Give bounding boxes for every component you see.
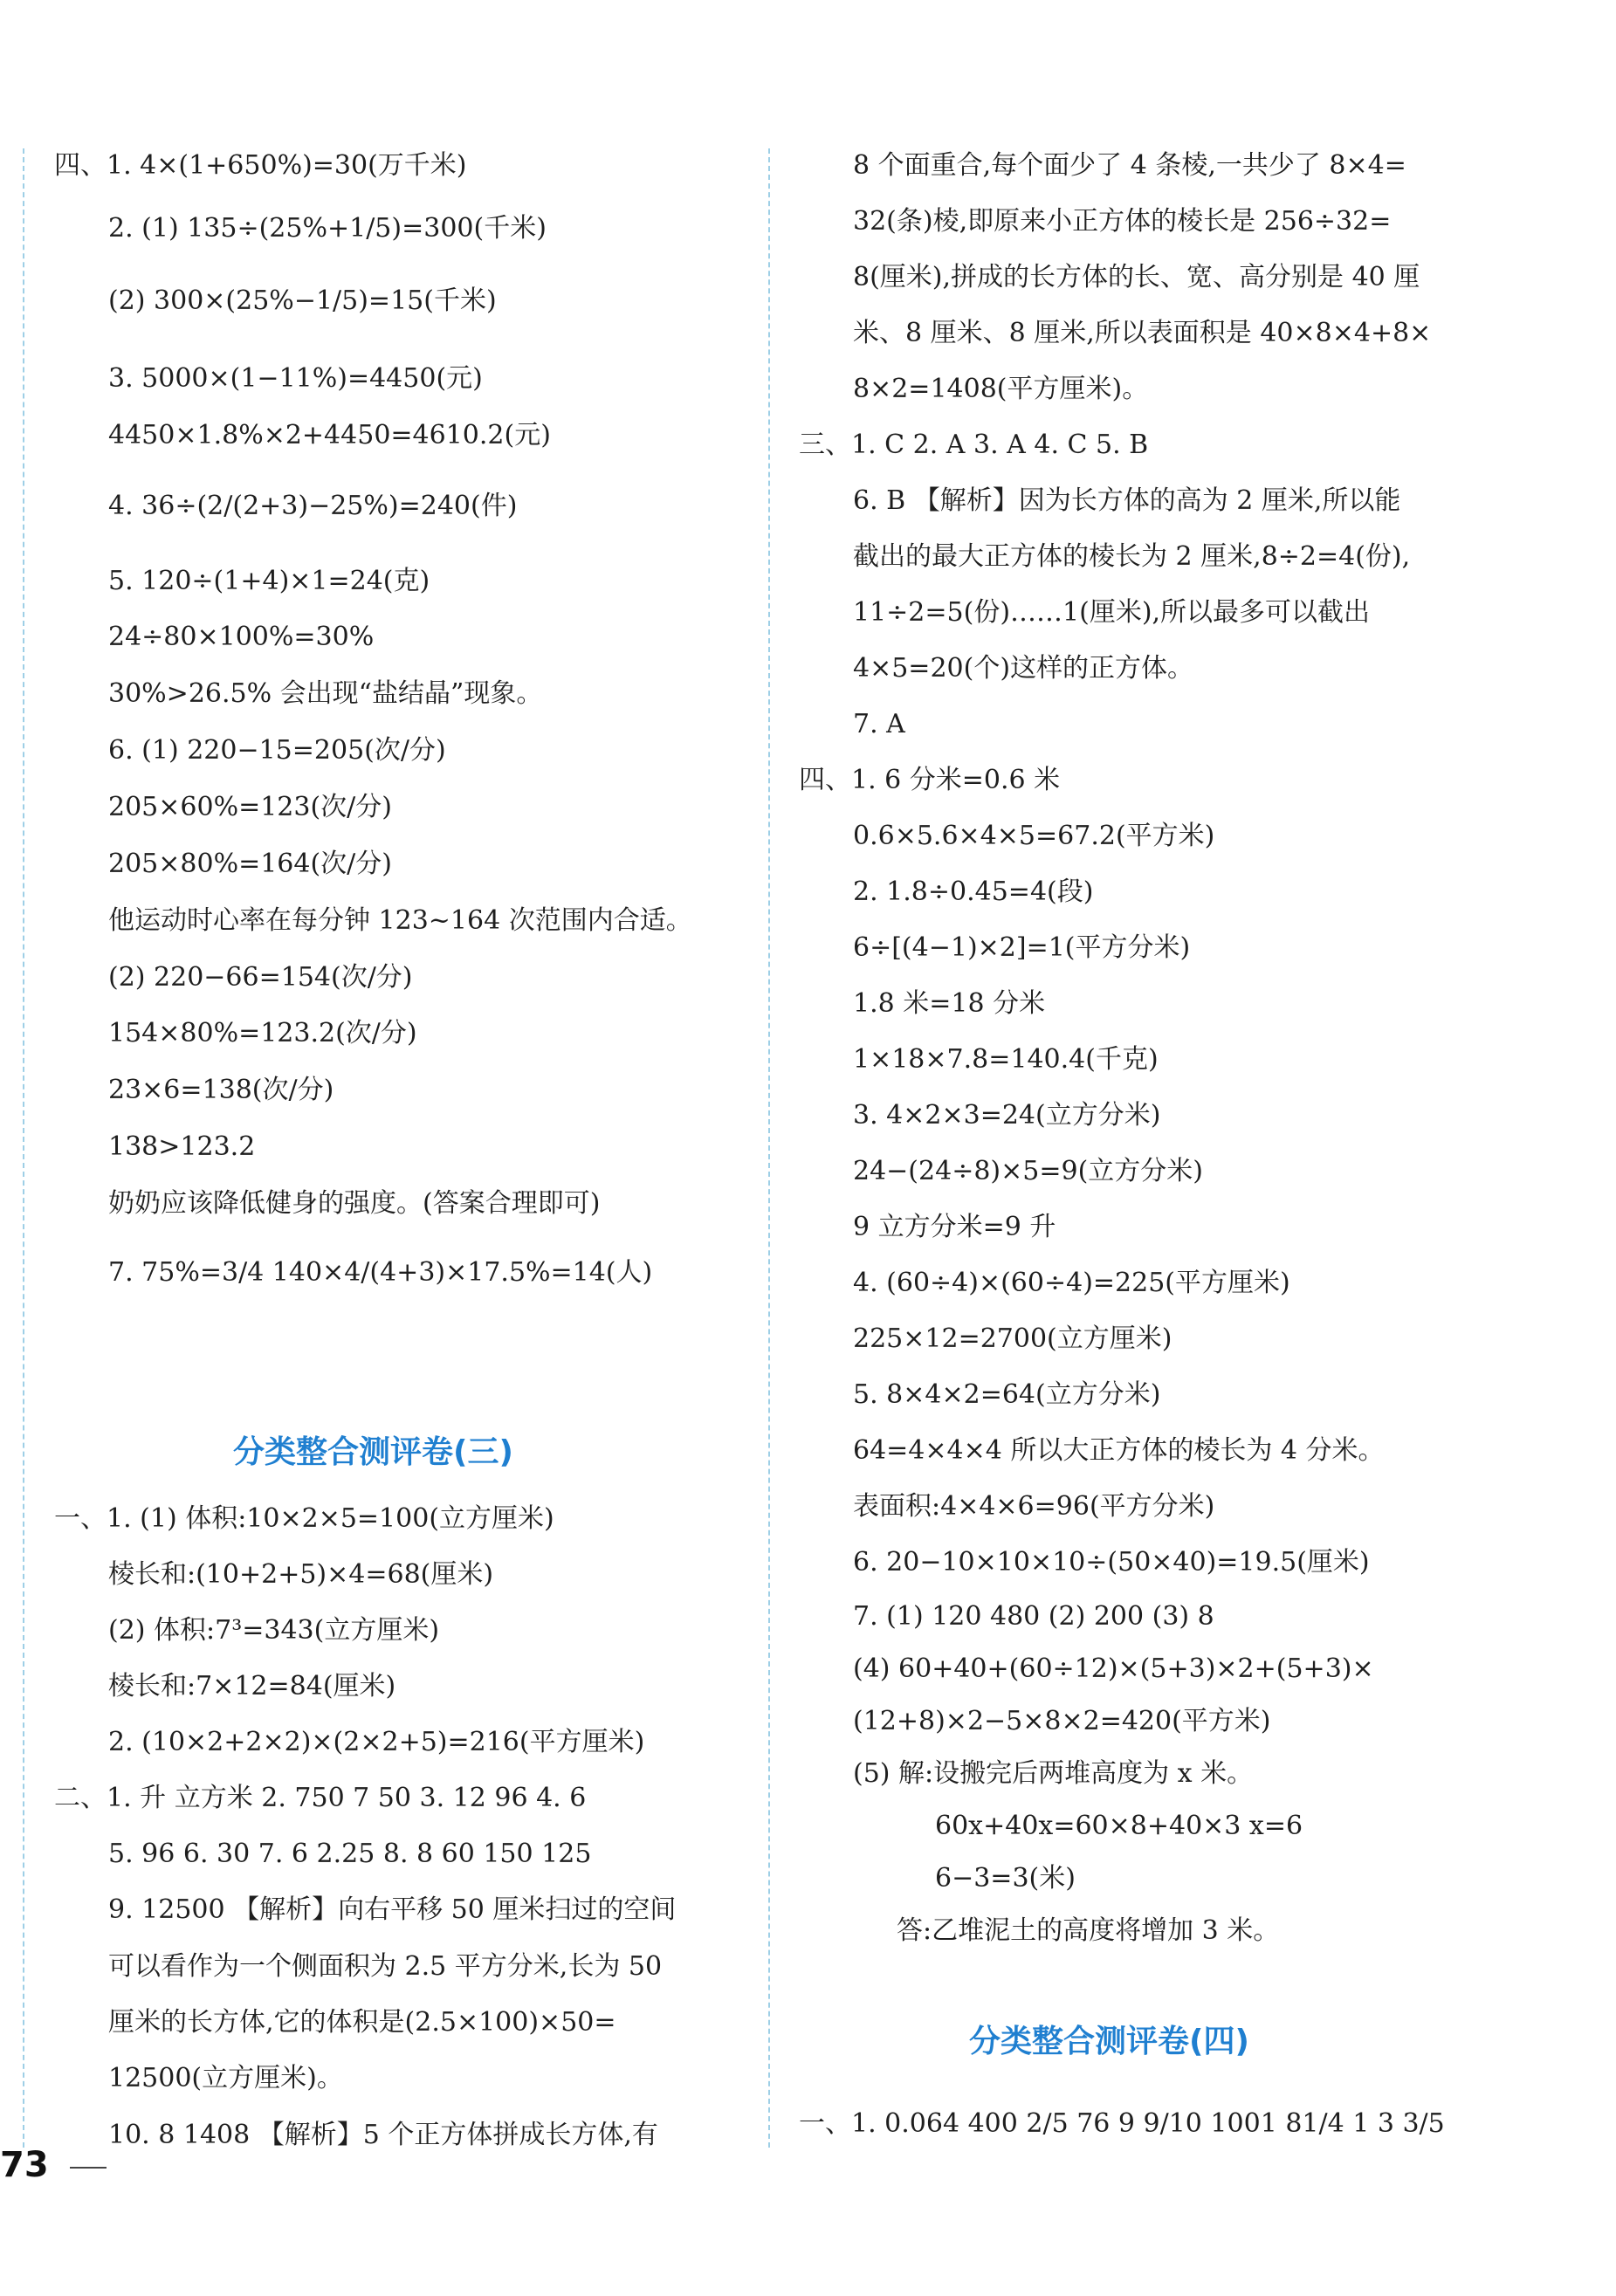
answer-line: 154×80%=123.2(次/分)	[108, 1018, 417, 1048]
answer-line: 23×6=138(次/分)	[108, 1075, 334, 1105]
answer-line: 8(厘米),拼成的长方体的长、宽、高分别是 40 厘	[853, 262, 1420, 292]
answer-line: 4. 36÷(2/(2+3)−25%)=240(件)	[108, 491, 518, 521]
answer-line: 205×80%=164(次/分)	[108, 849, 392, 879]
answer-line: 3. 4×2×3=24(立方分米)	[853, 1100, 1161, 1131]
answer-line: 24−(24÷8)×5=9(立方分米)	[853, 1156, 1203, 1186]
answer-line: (2) 体积:7³=343(立方厘米)	[108, 1615, 440, 1646]
answer-line: 64=4×4×4 所以大正方体的棱长为 4 分米。	[853, 1435, 1385, 1466]
column-divider-center	[768, 148, 770, 2148]
answer-line: 0.6×5.6×4×5=67.2(平方米)	[853, 821, 1215, 851]
answer-line: 30%>26.5% 会出现“盐结晶”现象。	[108, 678, 543, 709]
answer-line: (4) 60+40+(60÷12)×(5+3)×2+(5+3)×	[853, 1653, 1374, 1684]
answer-line: 1.8 米=18 分米	[853, 988, 1046, 1019]
answer-line: 米、8 厘米、8 厘米,所以表面积是 40×8×4+8×	[853, 318, 1432, 348]
answer-line: 7. A	[853, 709, 905, 739]
answer-line: 12500(立方厘米)。	[108, 2063, 343, 2093]
answer-line: 奶奶应该降低健身的强度。(答案合理即可)	[108, 1188, 601, 1219]
answer-line: 5. 120÷(1+4)×1=24(克)	[108, 566, 430, 596]
answer-line: 6. 20−10×10×10÷(50×40)=19.5(厘米)	[853, 1547, 1370, 1578]
answer-line: 一、1. 0.064 400 2/5 76 9 9/10 1001 81/4 1 3 3/5	[799, 2108, 1445, 2139]
answer-line: 7. 75%=3/4 140×4/(4+3)×17.5%=14(人)	[108, 1257, 653, 1288]
section-title: 分类整合测评卷(三)	[233, 1434, 513, 1470]
answer-line: 10. 8 1408 【解析】5 个正方体拼成长方体,有	[108, 2120, 658, 2150]
answer-line: 32(条)棱,即原来小正方体的棱长是 256÷32=	[853, 206, 1392, 237]
answer-line: 138>123.2	[108, 1131, 256, 1162]
answer-line: 11÷2=5(份)……1(厘米),所以最多可以截出	[853, 597, 1371, 628]
answer-line: 6−3=3(米)	[935, 1863, 1076, 1894]
answer-line: 四、1. 6 分米=0.6 米	[799, 765, 1061, 795]
answer-line: (12+8)×2−5×8×2=420(平方米)	[853, 1706, 1271, 1736]
answer-line: 厘米的长方体,它的体积是(2.5×100)×50=	[108, 2007, 616, 2038]
column-divider-left	[23, 148, 24, 2148]
answer-line: 2. (10×2+2×2)×(2×2+5)=216(平方厘米)	[108, 1727, 645, 1757]
answer-line: 6. (1) 220−15=205(次/分)	[108, 735, 446, 766]
answer-line: 8 个面重合,每个面少了 4 条棱,一共少了 8×4=	[853, 150, 1406, 181]
answer-line: 4. (60÷4)×(60÷4)=225(平方厘米)	[853, 1268, 1290, 1298]
answer-line: (2) 300×(25%−1/5)=15(千米)	[108, 285, 497, 316]
answer-line: 一、1. (1) 体积:10×2×5=100(立方厘米)	[54, 1503, 554, 1534]
answer-line: 5. 8×4×2=64(立方分米)	[853, 1379, 1161, 1410]
answer-line: 4×5=20(个)这样的正方体。	[853, 653, 1194, 684]
answer-line: 9. 12500 【解析】向右平移 50 厘米扫过的空间	[108, 1894, 677, 1925]
answer-line: (5) 解:设搬完后两堆高度为 x 米。	[853, 1758, 1254, 1789]
answer-line: 表面积:4×4×6=96(平方分米)	[853, 1491, 1215, 1522]
answer-line: 1×18×7.8=140.4(千克)	[853, 1044, 1159, 1075]
answer-line: 答:乙堆泥土的高度将增加 3 米。	[897, 1915, 1280, 1946]
answer-line: 4450×1.8%×2+4450=4610.2(元)	[108, 420, 551, 450]
answer-line: (2) 220−66=154(次/分)	[108, 962, 413, 993]
answer-line: 2. 1.8÷0.45=4(段)	[853, 876, 1094, 907]
answer-line: 205×60%=123(次/分)	[108, 792, 392, 822]
answer-line: 7. (1) 120 480 (2) 200 (3) 8	[853, 1601, 1214, 1632]
answer-line: 三、1. C 2. A 3. A 4. C 5. B	[799, 430, 1149, 460]
answer-line: 3. 5000×(1−11%)=4450(元)	[108, 363, 483, 394]
answer-line: 5. 96 6. 30 7. 6 2.25 8. 8 60 150 125	[108, 1839, 592, 1869]
answer-line: 截出的最大正方体的棱长为 2 厘米,8÷2=4(份),	[853, 541, 1411, 572]
answer-line: 棱长和:(10+2+5)×4=68(厘米)	[108, 1559, 494, 1590]
answer-line: 225×12=2700(立方厘米)	[853, 1323, 1172, 1354]
answer-line: 24÷80×100%=30%	[108, 622, 375, 652]
answer-line: 他运动时心率在每分钟 123~164 次范围内合适。	[108, 905, 692, 936]
answer-line: 四、1. 4×(1+650%)=30(万千米)	[54, 150, 467, 181]
answer-line: 6÷[(4−1)×2]=1(平方分米)	[853, 932, 1191, 963]
answer-line: 6. B 【解析】因为长方体的高为 2 厘米,所以能	[853, 485, 1401, 516]
page-number: 73	[0, 2145, 49, 2185]
answer-line: 9 立方分米=9 升	[853, 1212, 1056, 1242]
page-number-rule	[70, 2167, 107, 2169]
answer-line: 60x+40x=60×8+40×3 x=6	[935, 1811, 1303, 1841]
answer-line: 2. (1) 135÷(25%+1/5)=300(千米)	[108, 213, 547, 244]
answer-line: 棱长和:7×12=84(厘米)	[108, 1671, 396, 1701]
section-title: 分类整合测评卷(四)	[969, 2024, 1249, 2059]
answer-line: 可以看作为一个侧面积为 2.5 平方分米,长为 50	[108, 1951, 663, 1982]
answer-line: 8×2=1408(平方厘米)。	[853, 374, 1149, 404]
answer-line: 二、1. 升 立方米 2. 750 7 50 3. 12 96 4. 6	[54, 1783, 587, 1813]
